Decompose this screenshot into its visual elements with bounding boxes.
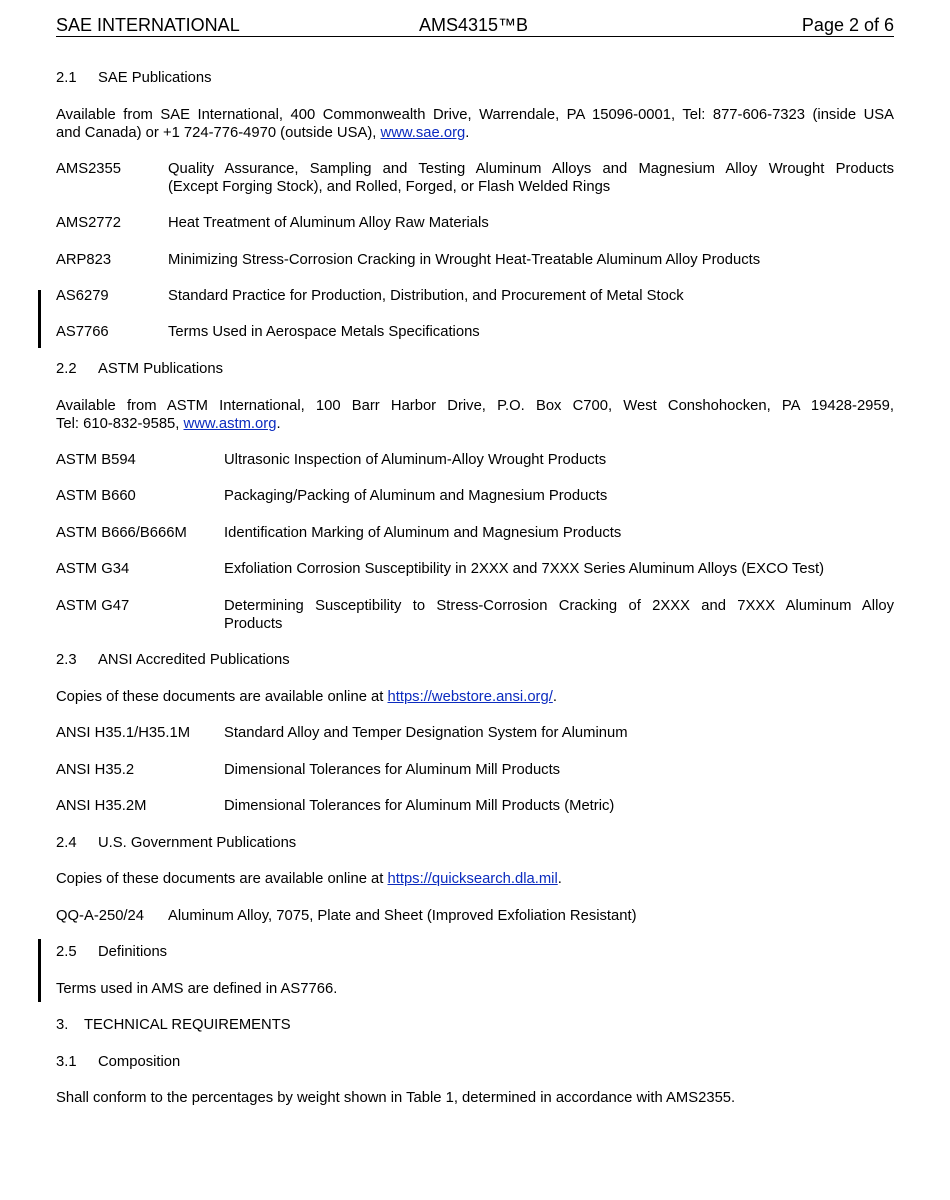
reference-title: Dimensional Tolerances for Aluminum Mill Products (Metric) [224,798,615,814]
section-number: 2.1 [56,70,77,86]
reference-code: ASTM B666/B666M [56,525,187,541]
revision-bar [38,939,41,1002]
reference-code: ANSI H35.2M [56,798,147,814]
section-number: 2.2 [56,361,77,377]
reference-title: Determining Susceptibility to Stress-Corrosion Cracking of 2XXX and 7XXX Aluminum Alloy Products [224,598,894,632]
section-title: Composition [98,1054,181,1070]
reference-title: Dimensional Tolerances for Aluminum Mill Products [224,762,561,778]
reference-title: Heat Treatment of Aluminum Alloy Raw Materials [168,215,489,231]
revision-bar [38,290,41,348]
reference-code: ASTM B660 [56,488,136,504]
definitions-text: Terms used in AMS are defined in AS7766. [56,981,338,997]
section-number: 2.5 [56,944,77,960]
reference-title: Standard Alloy and Temper Designation System for Aluminum [224,725,628,741]
reference-code: AMS2772 [56,215,121,231]
section-number: 3.1 [56,1054,77,1070]
section-title: ASTM Publications [98,361,224,377]
reference-code: ASTM B594 [56,452,136,468]
header-doc-number: AMS4315™B [419,15,529,35]
section-number: 2.3 [56,652,77,668]
dla-quicksearch-link[interactable]: https://quicksearch.dla.mil [387,871,558,887]
section-title: ANSI Accredited Publications [98,652,290,668]
astm-link[interactable]: www.astm.org [183,416,277,432]
reference-title: Identification Marking of Aluminum and Magnesium Products [224,525,622,541]
page-header [56,14,894,37]
composition-text: Shall conform to the percentages by weight shown in Table 1, determined in accordance with AMS2355. [56,1090,736,1106]
reference-code: ASTM G34 [56,561,130,577]
header-page-number: Page 2 of 6 [801,15,894,35]
reference-title: Exfoliation Corrosion Susceptibility in 2XXX and 7XXX Series Aluminum Alloys (EXCO Test) [224,561,825,577]
reference-code: AMS2355 [56,161,121,177]
ansi-webstore-link[interactable]: https://webstore.ansi.org/ [387,689,553,705]
availability-paragraph: Copies of these documents are available online at https://webstore.ansi.org/. [56,689,557,705]
section-title: SAE Publications [98,70,212,86]
reference-title: Terms Used in Aerospace Metals Specifications [168,324,480,340]
reference-code: AS7766 [56,324,109,340]
section-title: Definitions [98,944,168,960]
reference-title: Aluminum Alloy, 7075, Plate and Sheet (Improved Exfoliation Resistant) [168,908,637,924]
reference-title: Standard Practice for Production, Distribution, and Procurement of Metal Stock [168,288,684,304]
availability-paragraph: Available from SAE International, 400 Commonwealth Drive, Warrendale, PA 15096-0001, Tel: 877-606-7323 (inside USA and Canada) or +1 724-776-4970 (outside USA), www.sae.org. [56,107,894,141]
header-org: SAE INTERNATIONAL [56,15,240,35]
section-title: TECHNICAL REQUIREMENTS [84,1017,291,1033]
reference-code: QQ-A-250/24 [56,908,145,924]
reference-code: ASTM G47 [56,598,130,614]
sae-link[interactable]: www.sae.org [380,125,466,141]
reference-title: Quality Assurance, Sampling and Testing Aluminum Alloys and Magnesium Alloy Wrought Products (Except Forging Stock), and Rolled, Forged, or Flash Welded Rings [168,161,894,195]
availability-paragraph: Available from ASTM International, 100 Barr Harbor Drive, P.O. Box C700, West Conshohocken, PA 19428-2959, Tel: 610-832-9585, www.astm.org. [56,398,894,432]
reference-title: Minimizing Stress-Corrosion Cracking in Wrought Heat-Treatable Aluminum Alloy Products [168,252,761,268]
reference-code: ANSI H35.2 [56,762,135,778]
reference-title: Packaging/Packing of Aluminum and Magnesium Products [224,488,608,504]
reference-code: AS6279 [56,288,109,304]
reference-title: Ultrasonic Inspection of Aluminum-Alloy Wrought Products [224,452,607,468]
reference-code: ARP823 [56,252,112,268]
section-title: U.S. Government Publications [98,835,297,851]
section-number: 3. [56,1017,69,1033]
availability-paragraph: Copies of these documents are available online at https://quicksearch.dla.mil. [56,871,562,887]
reference-code: ANSI H35.1/H35.1M [56,725,191,741]
section-number: 2.4 [56,835,77,851]
